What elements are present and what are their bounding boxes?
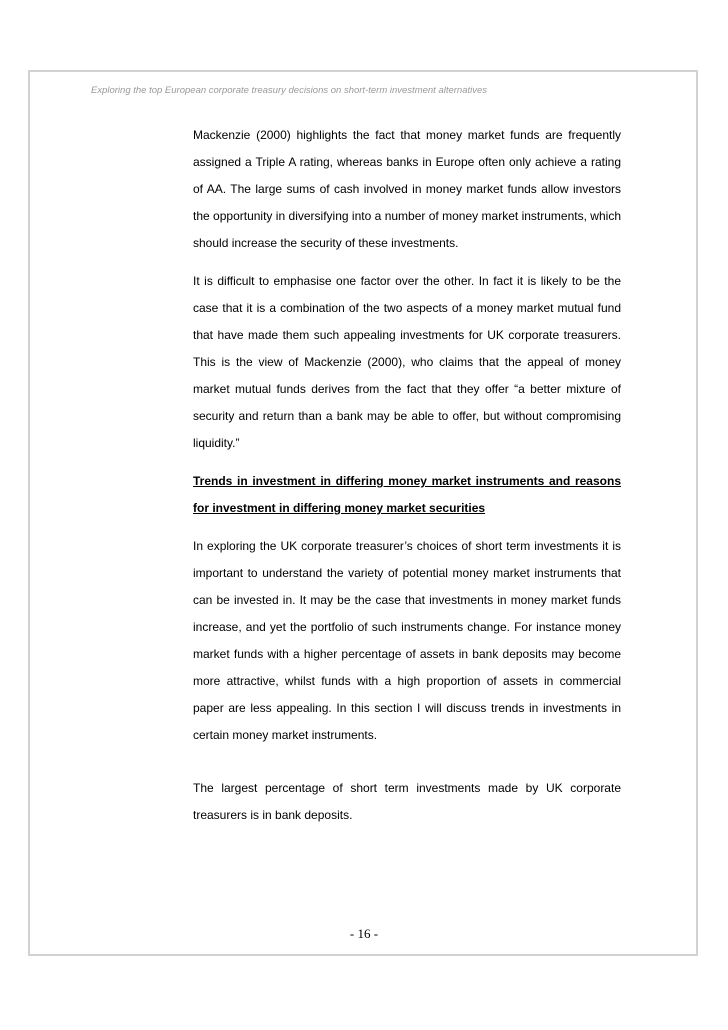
page-number: - 16 - (349, 926, 379, 941)
paragraph-mackenzie-ratings: Mackenzie (2000) highlights the fact that money market funds are frequently assigned a Triple A rating, whereas banks in Europe often only achieve a rating of AA. The large sums of cash involved in money market funds allow investors the opportunity in diversifying into a number of money market instruments, which should increase the security of these investments. (193, 128, 621, 250)
paragraph-spacer (193, 522, 621, 533)
paragraph-emphasise-factor: It is difficult to emphasise one factor over the other. In fact it is likely to be the case that it is a combination of the two aspects of a money market mutual fund that have made them such appealing investments for UK corporate treasurers. This is the view of Mackenzie (2000), who claims that the appeal of money market mutual funds derives from the fact that they offer “a better mixture of security and return than a bank may be able to offer, but without compromising liquidity.” (193, 274, 621, 450)
paragraph-spacer (193, 257, 621, 268)
section-heading: Trends in investment in differing money market instruments and reasons for investment in differing money market securities (193, 474, 621, 515)
paragraph-spacer (193, 749, 621, 775)
paragraph-spacer (193, 457, 621, 468)
paragraph-exploring-choices: In exploring the UK corporate treasurer’s choices of short term investments it is important to understand the variety of potential money market instruments that can be invested in. It may be the case that investments in money market funds increase, and yet the portfolio of such instruments change. For instance money market funds with a higher percentage of assets in bank deposits may become more attractive, whilst funds with a high proportion of assets in commercial paper are less appealing. In this section I will discuss trends in investments in certain money market instruments. (193, 539, 621, 742)
document-body (193, 122, 621, 829)
running-header: Exploring the top European corporate treasury decisions on short-term investment alternatives (91, 85, 488, 96)
paragraph-bank-deposits: The largest percentage of short term investments made by UK corporate treasurers is in bank deposits. (193, 781, 621, 822)
